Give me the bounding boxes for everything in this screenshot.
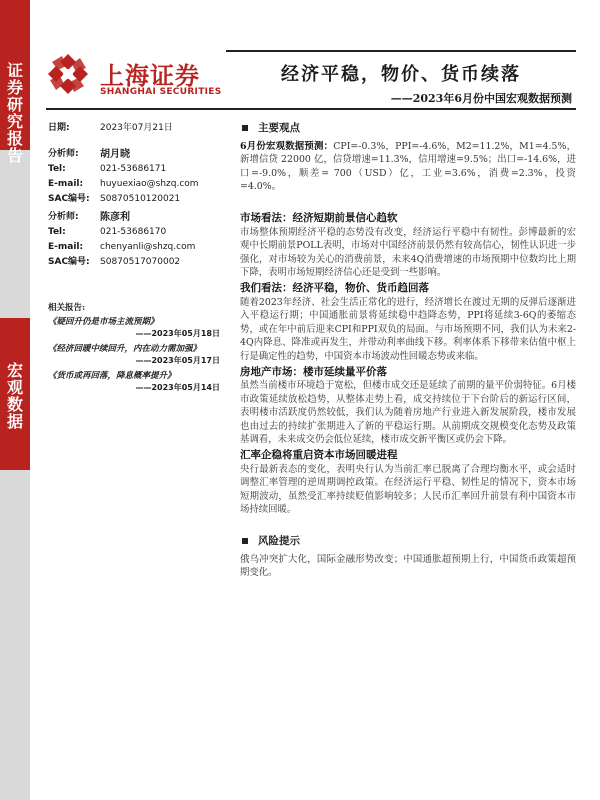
risk-heading [240,535,576,549]
analyst-name: 陈彦利 [100,212,130,223]
section-text-market-view: 市场整体预期经济平稳的态势没有改变，经济运行平稳中有韧性。彭博最新的宏观中长期前景POLL表明，市场对中国经济前景仍然有较高信心，韧性认识进一步强化，对市场较为关心的消费前景，未来4Q消费增速的市场预期中位数均比上期下降，表明市场短期经济信心还是受到一些影响。 [240,226,576,279]
related-reports [48,302,220,397]
risk-heading-text: 风险提示 [258,535,300,548]
sidebar-label-char: 告 [6,146,23,165]
sidebar-label-char: 数 [6,395,23,414]
analyst-sac: S0870517070002 [100,257,181,267]
square-bullet-icon [242,125,248,131]
analyst-block-2 [48,210,218,270]
related-report-date: ——2023年05月14日 [135,383,220,392]
report-title: 经济平稳，物价、货币续落 [281,64,521,85]
related-reports-heading: 相关报告: [48,303,86,313]
sidebar-report-type-label [0,62,30,164]
section-text-fx: 央行最新表态的变化，表明央行认为当前汇率已脱离了合理均衡水平，或会适时调整汇率管理的逆周期调控政策。在经济运行平稳、韧性足的情况下，资本市场短期波动，虽然受汇率持续贬值影响较多；人民币汇率回升前景有利中国资本市场持续回暖。 [240,463,576,516]
header-top-rule [226,50,576,52]
analyst-tel: 021-53686170 [100,227,167,237]
section-heading-fx: 汇率企稳将重启资本市场回暖进程 [240,449,398,462]
sidebar-label-char: 研 [6,95,23,114]
sidebar-label-char: 报 [6,129,23,148]
section-text-our-view: 随着2023年经济、社会生活正常化的进行，经济增长在渡过无期的反弹后逐渐进入平稳运行期；中国通胀前景将延续稳中趋降态势，PPI将延续3-6Q的萎缩态势，或在年中前后迎来CPI和PPI双负的局面。与市场预期不同，我们认为未来2-4Q内降息、降准或再发生，并带动利率曲线下移。利率体系下移带来估值中枢上行是确定性的趋势，中国资本市场波动性回暖态势或来临。 [240,296,576,362]
square-bullet-icon [242,538,248,544]
related-report-title[interactable]: 《货币或再回落，降息概率提升》 [48,370,176,381]
analyst-email[interactable]: huyuexiao@shzq.com [100,179,199,189]
key-points-heading [240,122,576,136]
report-date-block [48,121,218,136]
email-label: E-mail: [48,242,84,252]
related-report-title[interactable]: 《经济回暖中续回升，内在动力需加强》 [48,343,202,354]
analyst-role-label: 分析师: [48,149,79,159]
brand-name-cn: 上海证券 [100,62,200,90]
related-report-date: ——2023年05月18日 [135,329,220,338]
section-heading-property: 房地产市场：楼市延续量平价落 [240,365,387,378]
main-content [240,122,576,580]
forecast-paragraph [240,140,576,194]
analyst-tel: 021-53686171 [100,164,167,174]
report-subtitle: ——2023年6月份中国宏观数据预测 [390,92,572,105]
section-heading-market-view: 市场看法：经济短期前景信心趋软 [240,211,398,224]
related-report-date: ——2023年05月17日 [135,356,220,365]
email-label: E-mail: [48,179,84,189]
shanghai-securities-logo-icon [46,52,90,96]
sac-label: SAC编号: [48,194,90,204]
forecast-text: CPI=-0.3%，PPI=-4.6%，M2=11.2%，M1=4.5%，新增信贷 22000 亿，信贷增速=11.3%，信用增速=9.5%；出口=-14.6%，进口=-9.0%，顺差= 700（USD）亿，工业=3.6%，消费=2.3%，投资=4.0%。 [240,140,576,193]
tel-label: Tel: [48,164,66,174]
forecast-lead: 6月份宏观数据预测： [240,140,334,152]
header-bottom-rule [46,108,576,110]
risk-text: 俄乌冲突扩大化，国际金融形势改变；中国通胀超预期上行，中国货币政策超预期变化。 [240,553,576,579]
sidebar-label-char: 究 [6,112,23,131]
sidebar-label-char: 据 [6,412,23,431]
section-heading-our-view: 我们看法：经济平稳，物价、货币趋回落 [240,281,429,294]
date-label: 日期: [48,123,70,133]
spacer [240,517,576,535]
date-value: 2023年07月21日 [100,123,173,133]
sidebar-section-label [0,362,30,430]
analyst-name: 胡月晓 [100,149,130,160]
section-text-property: 虽然当前楼市环境趋于宽松，但楼市成交还是延续了前期的量平价弱特征。6月楼市政策延续放松趋势，从整体走势上看，成交持续位于下台阶后的新运行区间，表明楼市活跃度仍然较低，我们认为随着房地产行业进入新发展阶段，楼市发展也由过去的持续扩张期进入了新的平稳运行期。从前期成交规模变化态势及政策基调看，未来成交仍会低位延续，楼市成交新平衡区或仍会下降。 [240,380,576,446]
tel-label: Tel: [48,227,66,237]
sidebar-label-char: 券 [6,78,23,97]
sidebar-label-char: 证 [6,61,23,80]
analyst-role-label: 分析师: [48,212,79,222]
brand-name-en: SHANGHAI SECURITIES [100,87,222,97]
analyst-email[interactable]: chenyanli@shzq.com [100,242,196,252]
analyst-block-1 [48,147,218,207]
sidebar-label-char: 宏 [6,361,23,380]
spacer [240,194,576,210]
key-points-heading-text: 主要观点 [258,122,300,134]
sidebar-label-char: 观 [6,378,23,397]
sac-label: SAC编号: [48,257,90,267]
related-report-title[interactable]: 《疑回升仍是市场主流预期》 [48,316,159,327]
analyst-sac: S0870510120021 [100,194,181,204]
